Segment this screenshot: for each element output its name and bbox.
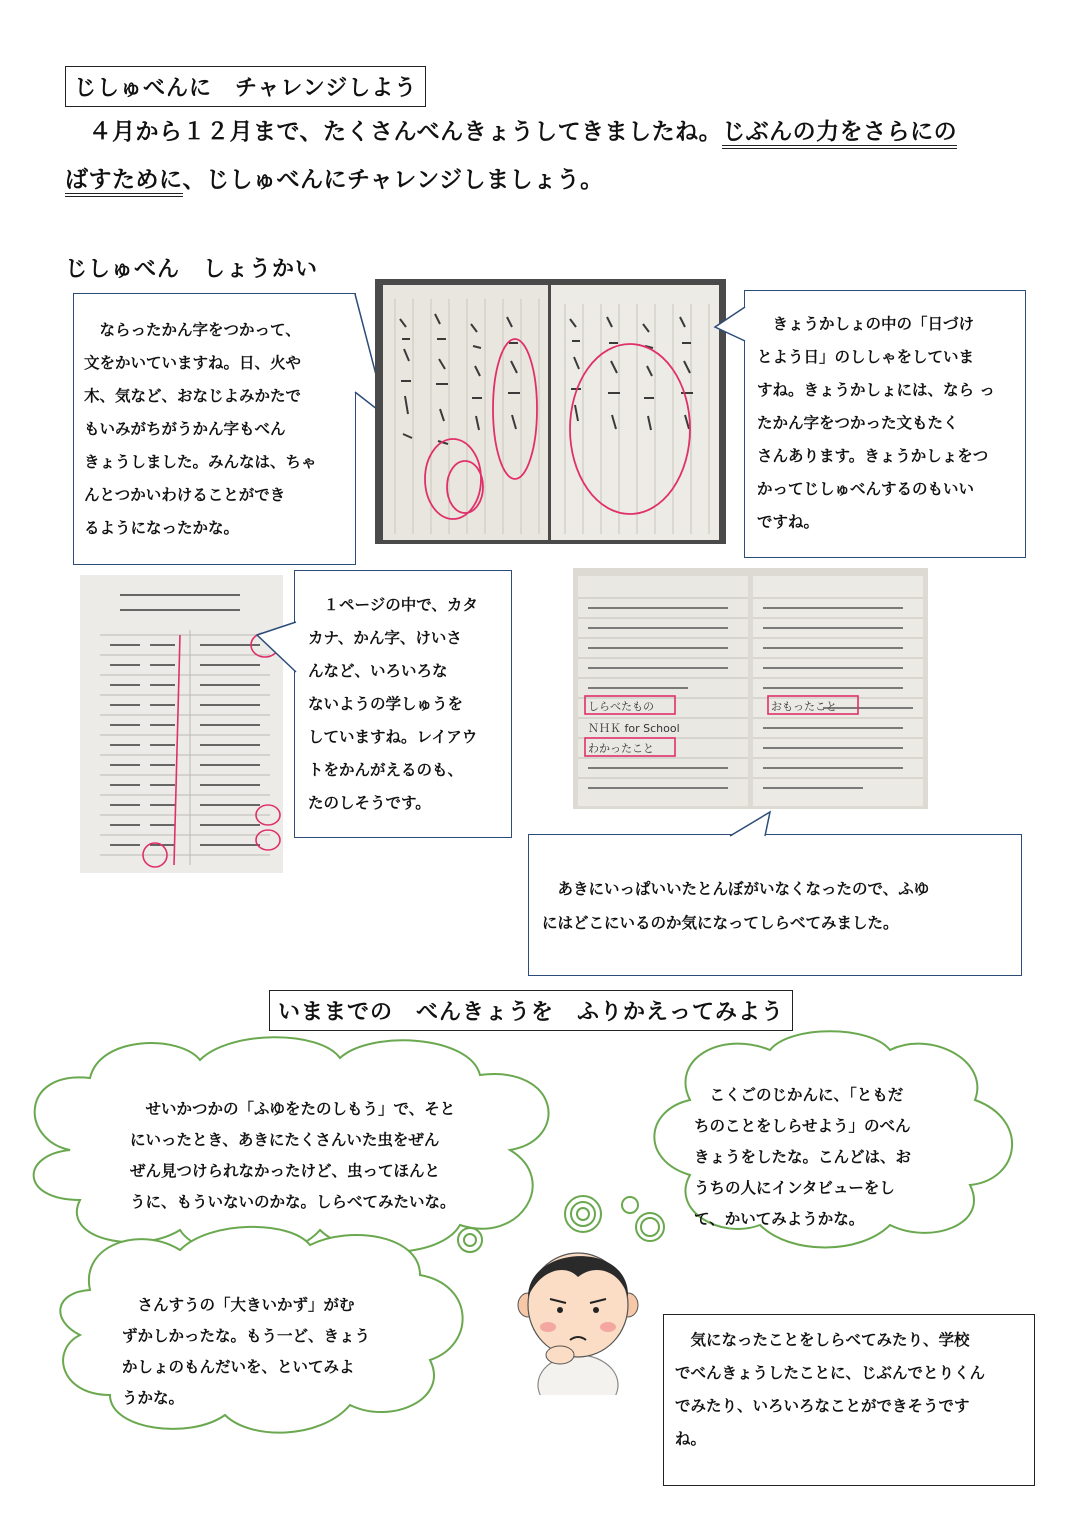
notebook-photo-kanji (375, 279, 726, 544)
callout-research-pointer (725, 810, 785, 838)
label-wakatta: わかったこと (588, 742, 654, 755)
notebook-research-image (573, 568, 928, 809)
callout-kanji-text: ならったかん字をつかって、 文をかいていますね。日、火や 木、気など、おなじよみかたで もいみがちがうかん字もべん きょうしました。みんなは、ちゃ んとつかいわけることができ るようになったかな。 (84, 321, 317, 537)
label-nhk-for-school: ＮＨＫ for School (588, 722, 680, 735)
cloud-sansu-text: さんすうの「大きいかず」がむ ずかしかったな。もう一ど、きょう かしょのもんだいを、といてみよ うかな。 (122, 1296, 371, 1407)
notebook-layout-image (80, 575, 283, 873)
intro-underlined-a: じぶんの力をさらにの (722, 119, 957, 149)
cloud-kokugo-text: こくごのじかんに、「ともだ ちのことをしらせよう」のべん きょうをしたな。こんどは、お うちの人にインタビューをし て、かいてみようかな。 (694, 1086, 912, 1228)
callout-research-text: あきにいっぱいいたとんぼがいなくなったので、ふゆ にはどこにいるのか気になってしらべてみました。 (542, 880, 930, 932)
callout-textbook-text: きょうかしょの中の「日づけ とよう日」のししゃをしていま すね。きょうかしょには、なら っ たかん字をつかった文もたく さんあります。きょうかしょをつ かってじしゅべんするのもいい ですね。 (757, 315, 995, 531)
intro-part3: 、じしゅべんにチャレンジしましょう。 (182, 167, 604, 193)
section-title-introduction: じしゅべん しょうかい (65, 257, 319, 282)
callout-layout-pointer (254, 620, 298, 680)
page-title: じしゅべんに チャレンジしよう (65, 66, 426, 107)
summary-text: 気になったことをしらべてみたり、学校 でべんきょうしたことに、じぶんでとりくん でみたり、いろいろなことができそうです ね。 (675, 1331, 986, 1448)
cloud-seikatsu-text: せいかつかの「ふゆをたのしもう」で、そと にいったとき、あきにたくさんいた虫をぜん ぜん見つけられなかったけど、虫ってほんと うに、もういないのかな。しらべてみたいな。 (130, 1100, 456, 1211)
intro-underlined-b: ばすために (65, 167, 183, 197)
intro-paragraph (65, 108, 1035, 204)
intro-part1: ４月から１２月まで、たくさんべんきょうしてきましたね。 (65, 119, 723, 145)
callout-layout-text: １ページの中で、カタ カナ、かん字、けいさ んなど、いろいろな ないようの学しゅうを していますね。レイアウ トをかんがえるのも、 たのしそうです。 (308, 596, 478, 812)
callout-textbook-pointer (712, 305, 748, 345)
label-shirabetamono: しらべたもの (588, 700, 654, 713)
thinking-child-illustration (510, 1235, 640, 1395)
notebook-kanji-image (375, 279, 726, 544)
notebook-photo-research (573, 568, 928, 809)
notebook-photo-layout (80, 575, 283, 873)
section-title-review: いままでの べんきょうを ふりかえってみよう (269, 990, 793, 1031)
label-omotta: おもったこと (771, 700, 837, 713)
